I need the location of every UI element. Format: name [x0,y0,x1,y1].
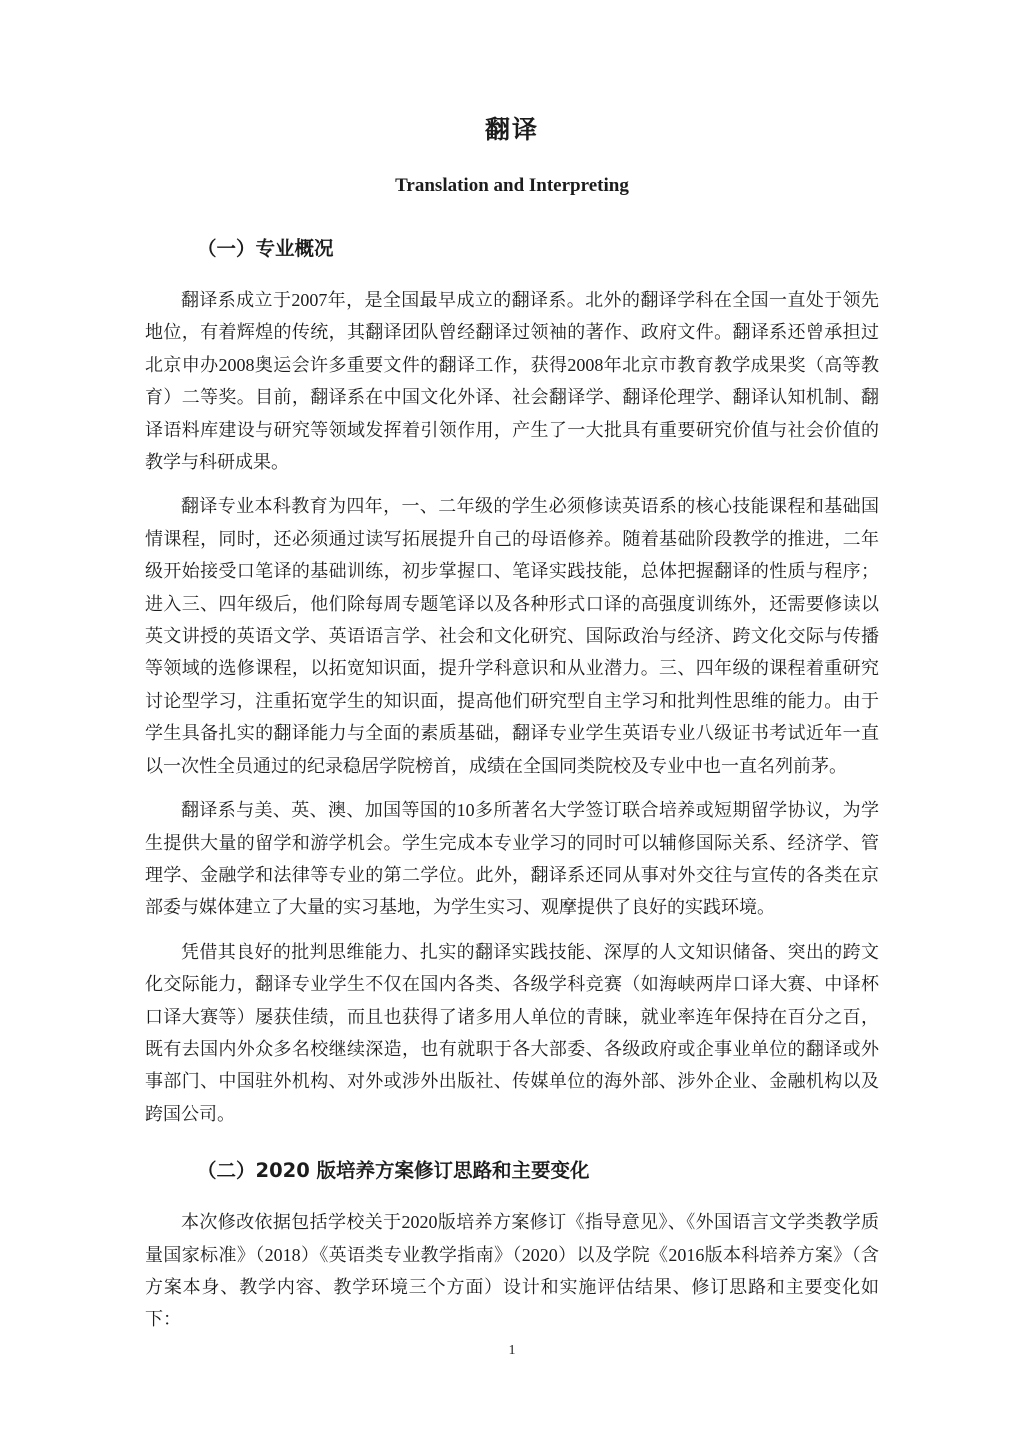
document-content [145,0,879,1336]
section-1-paragraph-2: 翻译专业本科教育为四年，一、二年级的学生必须修读英语系的核心技能课程和基础国情课程，同时，还必须通过读写拓展提升自己的母语修养。随着基础阶段教学的推进，二年级开始接受口笔译的基础训练，初步掌握口、笔译实践技能，总体把握翻译的性质与程序；进入三、四年级后，他们除每周专题笔译以及各种形式口译的高强度训练外，还需要修读以英文讲授的英语文学、英语语言学、社会和文化研究、国际政治与经济、跨文化交际与传播等领域的选修课程，以拓宽知识面，提升学科意识和从业潜力。三、四年级的课程着重研究讨论型学习，注重拓宽学生的知识面，提高他们研究型自主学习和批判性思维的能力。由于学生具备扎实的翻译能力与全面的素质基础，翻译专业学生英语专业八级证书考试近年一直以一次性全员通过的纪录稳居学院榜首，成绩在全国同类院校及专业中也一直名列前茅。 [145,496,879,776]
section-2-paragraph-1: 本次修改依据包括学校关于2020版培养方案修订《指导意见》、《外国语言文学类教学质量国家标准》（2018）《英语类专业教学指南》（2020）以及学院《2016版本科培养方案》（含方案本身、教学内容、教学环境三个方面）设计和实施评估结果、修订思路和主要变化如下： [145,1212,879,1330]
page-number: 1 [508,1343,516,1358]
section-1-paragraph-4: 凭借其良好的批判思维能力、扎实的翻译实践技能、深厚的人文知识储备、突出的跨文化交际能力，翻译专业学生不仅在国内各类、各级学科竞赛（如海峡两岸口译大赛、中译杯口译大赛等）屡获佳绩，而且也获得了诸多用人单位的青睐，就业率连年保持在百分之百，既有去国内外众多名校继续深造，也有就职于各大部委、各级政府或企事业单位的翻译或外事部门、中国驻外机构、对外或涉外出版社、传媒单位的海外部、涉外企业、金融机构以及跨国公司。 [145,941,879,1124]
section-1-heading: （一）专业概况 [197,237,334,260]
section-1-paragraph-3: 翻译系与美、英、澳、加国等国的10多所著名大学签订联合培养或短期留学协议，为学生提供大量的留学和游学机会。学生完成本专业学习的同时可以辅修国际关系、经济学、管理学、金融学和法律等专业的第二学位。此外，翻译系还同从事对外交往与宣传的各类在京部委与媒体建立了大量的实习基地，为学生实习、观摩提供了良好的实践环境。 [145,800,879,918]
section-2-heading: （二）2020 版培养方案修订思路和主要变化 [197,1159,590,1183]
document-title-english: Translation and Interpreting [395,175,629,196]
document-title-chinese: 翻译 [484,115,539,144]
section-1-paragraph-1: 翻译系成立于2007年，是全国最早成立的翻译系。北外的翻译学科在全国一直处于领先地位，有着辉煌的传统，其翻译团队曾经翻译过领袖的著作、政府文件。翻译系还曾承担过北京申办2008奥运会许多重要文件的翻译工作，获得2008年北京市教育教学成果奖（高等教育）二等奖。目前，翻译系在中国文化外译、社会翻译学、翻译伦理学、翻译认知机制、翻译语料库建设与研究等领域发挥着引领作用，产生了一大批具有重要研究价值与社会价值的教学与科研成果。 [145,290,879,473]
